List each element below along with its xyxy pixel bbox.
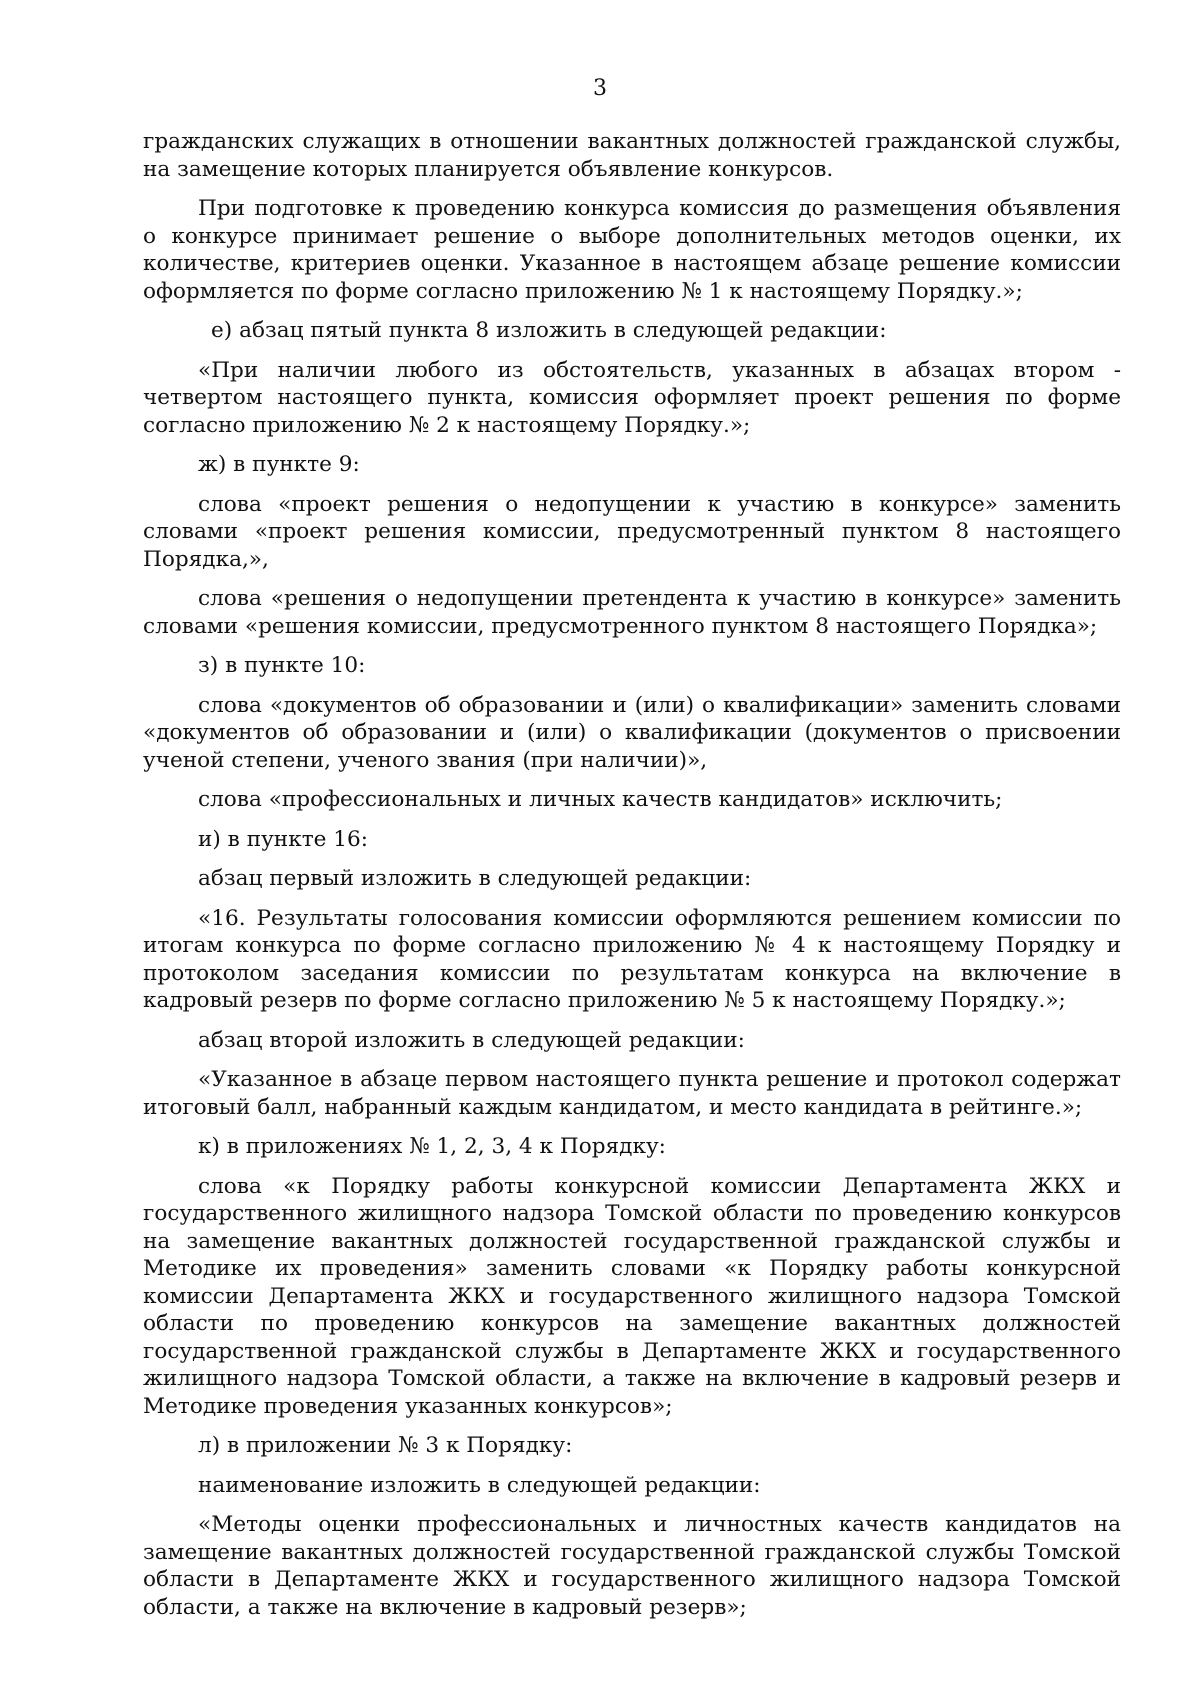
paragraph: ж) в пункте 9: [198,452,360,477]
paragraph: слова «к Порядку работы конкурсной комиссии Департамента ЖКХ и государственного жилищного надзора Томской области по проведению конкурсов на замещение вакантных должностей государственной гражданской службы и Методике их проведения» заменить словами «к Порядку работы конкурсной комиссии Департамента ЖКХ и государственного жилищного надзора Томской области по проведению конкурсов на замещение вакантных должностей государственной гражданской службы в Департаменте ЖКХ и государственного жилищного надзора Томской области, а также на включение в кадровый резерв и Методике проведения указанных конкурсов»; [143,1173,1121,1419]
paragraph: абзац первый изложить в следующей редакции: [198,866,752,891]
paragraph: «16. Результаты голосования комиссии оформляются решением комиссии по итогам конкурса по форме согласно приложению № 4 к настоящему Порядку и протоколом заседания комиссии по результатам конкурса на включение в кадровый резерв по форме согласно приложению № 5 к настоящему Порядку.»; [143,905,1121,1013]
paragraph: «Указанное в абзаце первом настоящего пункта решение и протокол содержат итоговый балл, набранный каждым кандидатом, и место кандидата в рейтинге.»; [143,1067,1121,1120]
page-number: 3 [593,76,607,101]
paragraph: слова «проект решения о недопущении к участию в конкурсе» заменить словами «проект решения комиссии, предусмотренный пунктом 8 настоящего Порядка,», [143,491,1121,572]
paragraph: абзац второй изложить в следующей редакции: [198,1027,745,1053]
paragraph: «При наличии любого из обстоятельств, указанных в абзацах втором - четвертом настоящего пункта, комиссия оформляет проект решения по форме согласно приложению № 2 к настоящему Порядку.»; [143,357,1121,438]
paragraph: з) в пункте 10: [198,653,366,678]
paragraph: «Методы оценки профессиональных и личностных качеств кандидатов на замещение вакантных должностей государственной гражданской службы Томской области в Департаменте ЖКХ и государственного жилищного надзора Томской области, а также на включение в кадровый резерв»; [143,1512,1121,1620]
document-body [143,128,1121,1633]
paragraph: слова «решения о недопущении претендента к участию в конкурсе» заменить словами «решения комиссии, предусмотренного пунктом 8 настоящего Порядка»; [143,586,1121,639]
paragraph: е) абзац пятый пункта 8 изложить в следующей редакции: [211,318,887,343]
paragraph: слова «документов об образовании и (или) о квалификации» заменить словами «документов об образовании и (или) о квалификации (документов о присвоении ученой степени, ученого звания (при наличии)», [143,692,1121,773]
paragraph: При подготовке к проведению конкурса комиссия до размещения объявления о конкурсе принимает решение о выборе дополнительных методов оценки, их количестве, критериев оценки. Указанное в настоящем абзаце решение комиссии оформляется по форме согласно приложению № 1 к настоящему Порядку.»; [143,196,1121,304]
paragraph: л) в приложении № 3 к Порядку: [198,1433,573,1458]
paragraph: гражданских служащих в отношении вакантных должностей гражданской службы, на замещение которых планируется объявление конкурсов. [143,129,1121,182]
paragraph: и) в пункте 16: [198,826,369,852]
paragraph: к) в приложениях № 1, 2, 3, 4 к Порядку: [198,1134,666,1159]
paragraph: слова «профессиональных и личных качеств кандидатов» исключить; [198,787,1003,812]
paragraph: наименование изложить в следующей редакции: [198,1472,761,1498]
